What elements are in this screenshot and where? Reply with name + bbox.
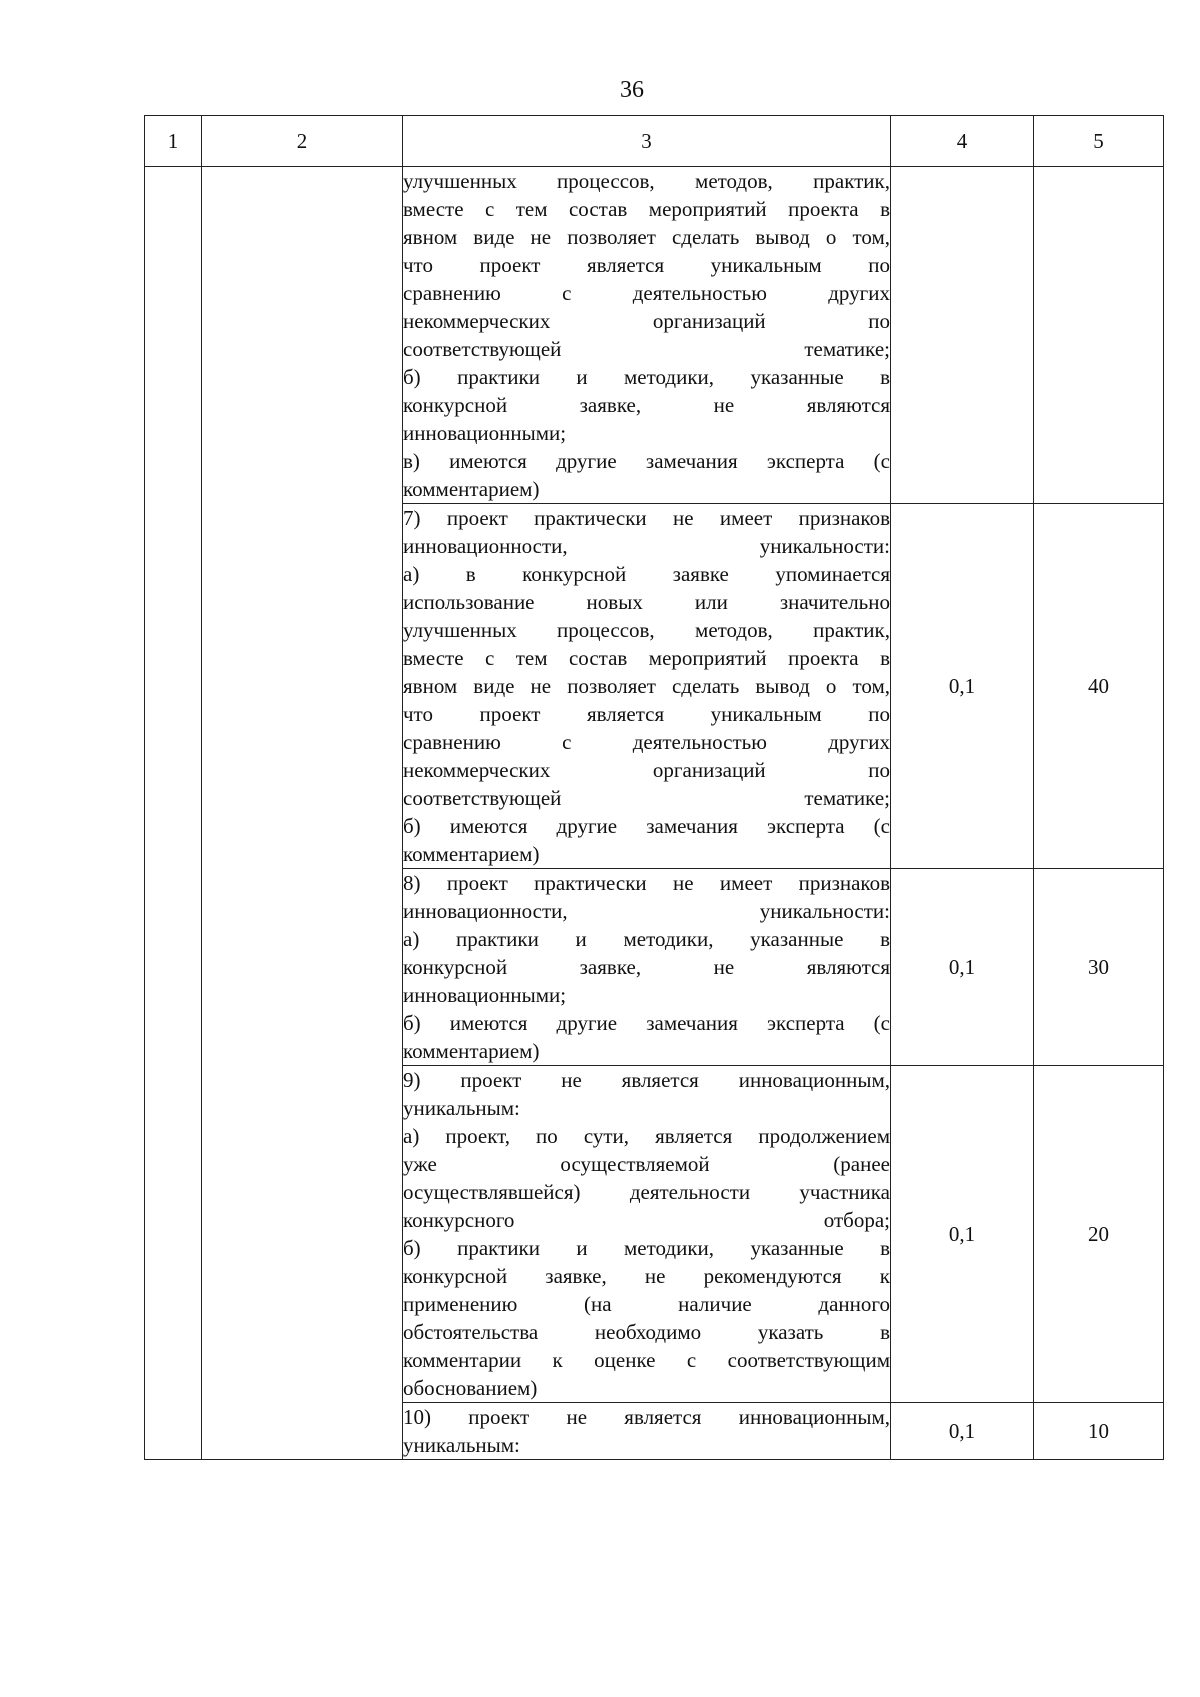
description-line: применению (на наличие данного [403, 1292, 890, 1316]
header-row [145, 116, 1164, 167]
description-line: улучшенных процессов, методов, практик, [403, 169, 890, 193]
description-line: 7) проект практически не имеет признаков [403, 506, 890, 530]
description-line: использование новых или значительно [403, 590, 890, 614]
coefficient-cell [891, 167, 1034, 504]
description-line: уже осуществляемой (ранее [403, 1152, 890, 1176]
score-cell: 20 [1034, 1066, 1164, 1403]
criterion-description [403, 1403, 891, 1460]
description-line: осуществлявшейся) деятельности участника [403, 1180, 890, 1204]
criterion-description [403, 869, 891, 1066]
description-line: что проект является уникальным по [403, 253, 890, 277]
score-cell: 40 [1034, 504, 1164, 869]
description-line: инновационными; [403, 983, 567, 1007]
coefficient-cell: 0,1 [891, 1066, 1034, 1403]
description-line: что проект является уникальным по [403, 702, 890, 726]
description-line: конкурсного отбора; [403, 1208, 890, 1232]
description-line: явном виде не позволяет сделать вывод о том, [403, 225, 890, 249]
description-line: комментарии к оценке с соответствующим [403, 1348, 890, 1372]
description-line: комментарием) [403, 1039, 540, 1063]
criterion-description [403, 504, 891, 869]
coefficient-cell: 0,1 [891, 869, 1034, 1066]
column-header-4: 4 [891, 116, 1034, 167]
column-header-2: 2 [202, 116, 403, 167]
column-header-5: 5 [1034, 116, 1164, 167]
description-line: комментарием) [403, 477, 540, 501]
table-row [145, 167, 1164, 504]
score-cell: 30 [1034, 869, 1164, 1066]
description-line: вместе с тем состав мероприятий проекта в [403, 197, 890, 221]
description-line: явном виде не позволяет сделать вывод о том, [403, 674, 890, 698]
description-line: в) имеются другие замечания эксперта (с [403, 449, 890, 473]
description-line: вместе с тем состав мероприятий проекта в [403, 646, 890, 670]
description-line: сравнению с деятельностью других [403, 281, 890, 305]
page-number: 36 [620, 77, 644, 103]
description-line: а) практики и методики, указанные в [403, 927, 890, 951]
description-line: конкурсной заявке, не являются [403, 393, 890, 417]
description-line: инновационности, уникальности: [403, 899, 890, 923]
description-line: б) практики и методики, указанные в [403, 1236, 890, 1260]
description-line: уникальным: [403, 1433, 520, 1457]
description-line: улучшенных процессов, методов, практик, [403, 618, 890, 642]
description-line: комментарием) [403, 842, 540, 866]
coefficient-cell: 0,1 [891, 504, 1034, 869]
description-line: уникальным: [403, 1096, 520, 1120]
criterion-description [403, 1066, 891, 1403]
column-header-1: 1 [145, 116, 202, 167]
description-line: конкурсной заявке, не рекомендуются к [403, 1264, 890, 1288]
column-header-3: 3 [403, 116, 891, 167]
description-line: обоснованием) [403, 1376, 538, 1400]
description-line: а) в конкурсной заявке упоминается [403, 562, 890, 586]
description-line: 10) проект не является инновационным, [403, 1405, 890, 1429]
criterion-description [403, 167, 891, 504]
description-line: соответствующей тематике; [403, 337, 890, 361]
description-line: а) проект, по сути, является продолжением [403, 1124, 890, 1148]
coefficient-cell: 0,1 [891, 1403, 1034, 1460]
column-1-cell [145, 167, 202, 1460]
description-line: б) практики и методики, указанные в [403, 365, 890, 389]
description-line: некоммерческих организаций по [403, 309, 890, 333]
description-line: 9) проект не является инновационным, [403, 1068, 890, 1092]
description-line: сравнению с деятельностью других [403, 730, 890, 754]
description-line: инновационными; [403, 421, 567, 445]
score-cell: 10 [1034, 1403, 1164, 1460]
description-line: конкурсной заявке, не являются [403, 955, 890, 979]
description-line: некоммерческих организаций по [403, 758, 890, 782]
criteria-table [144, 115, 1164, 1460]
description-line: обстоятельства необходимо указать в [403, 1320, 890, 1344]
description-line: б) имеются другие замечания эксперта (с [403, 814, 890, 838]
description-line: инновационности, уникальности: [403, 534, 890, 558]
score-cell [1034, 167, 1164, 504]
description-line: б) имеются другие замечания эксперта (с [403, 1011, 890, 1035]
description-line: 8) проект практически не имеет признаков [403, 871, 890, 895]
description-line: соответствующей тематике; [403, 786, 890, 810]
column-2-cell [202, 167, 403, 1460]
